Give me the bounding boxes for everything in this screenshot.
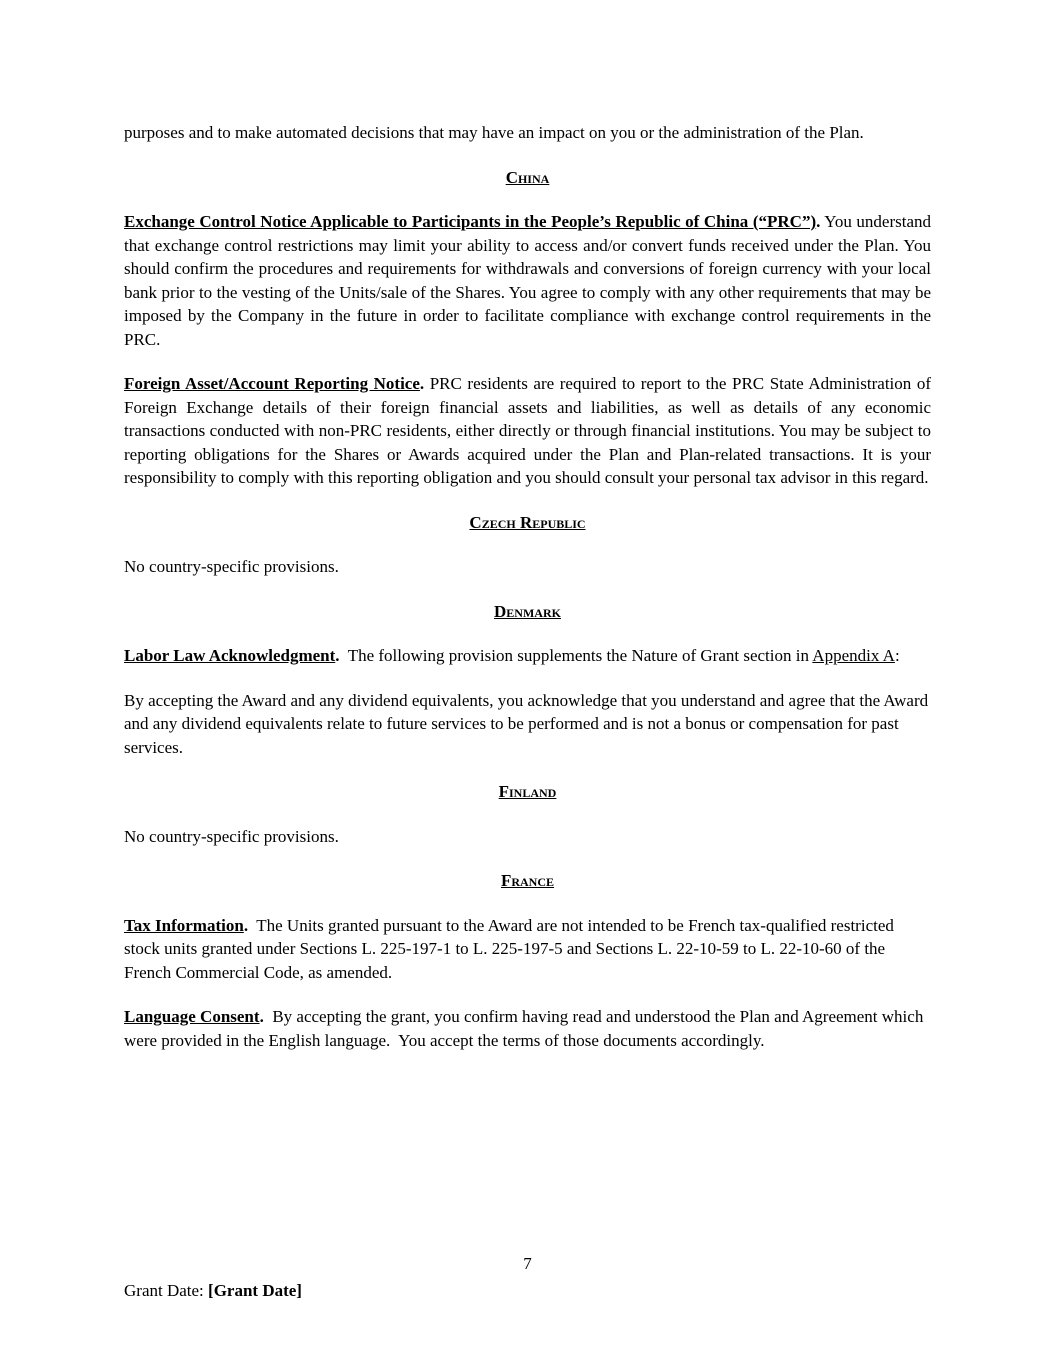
grant-date-value: [Grant Date] [208, 1281, 302, 1300]
intro-paragraph [124, 121, 931, 145]
section-heading-france [124, 869, 931, 893]
labor-law-acknowledgment-lead: Labor Law Acknowledgment [124, 646, 336, 665]
tax-information-body: The Units granted pursuant to the Award are not intended to be French tax-qualified restricted stock units granted under Sections L. 225-197-1 to L. 225-197-5 and Sections L. 22-10-59 to L. 22-10-60 of the French Commercial Code, as amended. [124, 915, 894, 982]
language-consent-body: By accepting the grant, you confirm having read and understood the Plan and Agreement which were provided in the English language. You accept the terms of those documents accordingly. [124, 1007, 924, 1050]
appendix-a-reference: Appendix A [812, 646, 895, 665]
language-consent-lead: Language Consent [124, 1007, 260, 1026]
foreign-asset-reporting-paragraph [124, 372, 931, 490]
language-consent-paragraph [124, 1005, 931, 1052]
czech-no-provisions-paragraph [124, 555, 931, 579]
tax-information-paragraph [124, 914, 931, 985]
section-heading-finland [124, 780, 931, 804]
exchange-control-notice-paragraph [124, 210, 931, 351]
czech-no-provisions-text: No country-specific provisions. [124, 557, 339, 576]
page-number: 7 [523, 1254, 532, 1273]
language-consent-period: . [259, 1007, 264, 1026]
section-heading-china-text: China [505, 167, 550, 187]
exchange-control-notice-body: You understand that exchange control restrictions may limit your ability to access and/or convert funds received under the Plan. You should confirm the procedures and requirements for withdrawals and conversions of foreign currency with your local bank prior to the vesting of the Units/sale of the Shares. You agree to comply with any other requirements that may be imposed by the Company in the future in order to facilitate compliance with exchange control requirements in the PRC. [124, 212, 931, 349]
tax-information-period: . [243, 915, 249, 935]
finland-no-provisions-paragraph [124, 825, 931, 849]
document-body [124, 121, 931, 1073]
denmark-acceptance-paragraph [124, 689, 931, 760]
grant-date-label: Grant Date: [124, 1281, 209, 1300]
exchange-control-notice-lead: Exchange Control Notice Applicable to Participants in the People’s Republic of China (“PRC”) [124, 212, 817, 231]
intro-text: purposes and to make automated decisions that may have an impact on you or the administration of the Plan. [124, 123, 864, 142]
section-heading-czech-republic [124, 511, 931, 535]
labor-law-acknowledgment-period: . [335, 646, 340, 665]
section-heading-finland-text: Finland [498, 782, 557, 801]
section-heading-china [124, 166, 931, 190]
tax-information-lead: Tax Information [124, 915, 244, 935]
section-heading-denmark [124, 600, 931, 624]
section-heading-denmark-text: Denmark [494, 601, 561, 621]
exchange-control-notice-period: . [816, 212, 821, 231]
labor-law-acknowledgment-paragraph [124, 644, 931, 668]
finland-no-provisions-text: No country-specific provisions. [124, 826, 339, 846]
foreign-asset-reporting-body: PRC residents are required to report to the PRC State Administration of Foreign Exchange details of their foreign financial assets and liabilities, as well as details of any economic transactions conducted with non-PRC residents, either directly or through financial institutions. You may be subject to reporting obligations for the Shares or Awards acquired under the Plan and Plan-related transactions. It is your responsibility to comply with this reporting obligation and you should consult your personal tax advisor in this regard. [124, 374, 931, 487]
denmark-acceptance-text: By accepting the Award and any dividend equivalents, you acknowledge that you understand and agree that the Award and any dividend equivalents relate to future services to be performed and is not a bonus or compensation for past services. [124, 690, 929, 757]
grant-date-line [124, 1279, 302, 1303]
section-heading-france-text: France [500, 871, 555, 890]
labor-law-acknowledgment-colon: : [894, 646, 900, 665]
labor-law-acknowledgment-body: The following provision supplements the Nature of Grant section in [339, 646, 813, 665]
foreign-asset-reporting-lead: Foreign Asset/Account Reporting Notice [124, 374, 420, 393]
foreign-asset-reporting-period: . [419, 374, 425, 393]
section-heading-czech-republic-text: Czech Republic [469, 512, 586, 532]
